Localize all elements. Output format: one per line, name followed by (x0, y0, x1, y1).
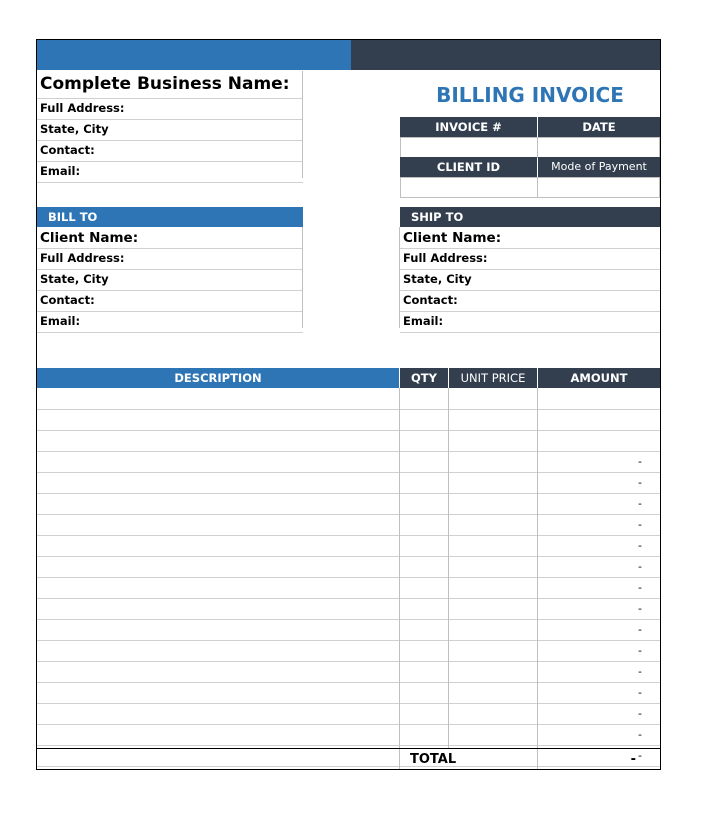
top-band-dark (351, 40, 660, 70)
bill-to-block (37, 228, 303, 333)
table-row[interactable] (37, 704, 660, 725)
date-field[interactable] (537, 137, 660, 158)
amount-column-header: AMOUNT (538, 368, 660, 388)
table-row[interactable] (37, 725, 660, 746)
item-description-cell[interactable] (37, 725, 399, 744)
table-row[interactable] (37, 578, 660, 599)
item-description-cell[interactable] (37, 641, 399, 660)
total-row-top-border (37, 748, 660, 749)
item-description-cell[interactable] (37, 578, 399, 597)
item-description-cell[interactable] (37, 683, 399, 702)
invoice-number-header: INVOICE # (400, 117, 537, 137)
item-qty-cell[interactable] (400, 599, 448, 618)
items-table-body (37, 389, 660, 767)
table-row[interactable] (37, 662, 660, 683)
ship-to-block (400, 228, 660, 333)
bill-to-email-label[interactable]: Email: (37, 312, 303, 333)
table-row[interactable] (37, 620, 660, 641)
item-amount-cell: - (638, 476, 642, 489)
ship-to-email-label[interactable]: Email: (400, 312, 660, 333)
item-amount-cell: - (638, 560, 642, 573)
item-unit-price-cell[interactable] (449, 389, 537, 408)
item-description-cell[interactable] (37, 494, 399, 513)
item-qty-cell[interactable] (400, 557, 448, 576)
qty-column-divider (399, 388, 400, 769)
item-unit-price-cell[interactable] (449, 641, 537, 660)
unit-price-column-header: UNIT PRICE (449, 368, 537, 388)
business-email-label[interactable]: Email: (37, 162, 303, 183)
item-amount-cell (538, 431, 660, 450)
table-row[interactable] (37, 536, 660, 557)
business-name-label[interactable]: Complete Business Name: (37, 71, 303, 99)
amount-column-divider (537, 388, 538, 769)
item-qty-cell[interactable] (400, 431, 448, 450)
total-label: TOTAL (410, 752, 457, 767)
item-unit-price-cell[interactable] (449, 662, 537, 681)
item-unit-price-cell[interactable] (449, 557, 537, 576)
item-unit-price-cell[interactable] (449, 452, 537, 471)
table-row[interactable] (37, 473, 660, 494)
ship-to-client-name-label[interactable]: Client Name: (400, 228, 660, 249)
item-amount-cell: - (638, 581, 642, 594)
ship-to-address-label[interactable]: Full Address: (400, 249, 660, 270)
item-unit-price-cell[interactable] (449, 683, 537, 702)
item-amount-cell: - (638, 497, 642, 510)
unit-price-column-divider (448, 388, 449, 748)
ship-to-contact-label[interactable]: Contact: (400, 291, 660, 312)
table-row[interactable] (37, 515, 660, 536)
table-row[interactable] (37, 494, 660, 515)
item-unit-price-cell[interactable] (449, 620, 537, 639)
table-row[interactable] (37, 431, 660, 452)
item-description-cell[interactable] (37, 599, 399, 618)
item-amount-cell: - (638, 623, 642, 636)
item-unit-price-cell[interactable] (449, 494, 537, 513)
table-row[interactable] (37, 410, 660, 431)
item-qty-cell[interactable] (400, 704, 448, 723)
description-column-header: DESCRIPTION (37, 368, 399, 388)
total-value: - (630, 752, 636, 767)
table-row[interactable] (37, 389, 660, 410)
item-unit-price-cell[interactable] (449, 536, 537, 555)
item-description-cell[interactable] (37, 704, 399, 723)
item-qty-cell[interactable] (400, 410, 448, 429)
item-description-cell[interactable] (37, 389, 399, 408)
date-header: DATE (538, 117, 660, 137)
item-amount-cell: - (638, 728, 642, 741)
client-id-field[interactable] (400, 177, 538, 198)
table-row[interactable] (37, 452, 660, 473)
item-description-cell[interactable] (37, 410, 399, 429)
item-description-cell[interactable] (37, 473, 399, 492)
item-description-cell[interactable] (37, 515, 399, 534)
item-unit-price-cell[interactable] (449, 431, 537, 450)
item-qty-cell[interactable] (400, 578, 448, 597)
table-row[interactable] (37, 599, 660, 620)
item-amount-cell: - (638, 644, 642, 657)
top-band-blue (37, 40, 351, 70)
item-amount-cell: - (638, 518, 642, 531)
item-unit-price-cell[interactable] (449, 599, 537, 618)
bill-to-right-border (302, 227, 303, 328)
item-amount-cell: - (638, 749, 642, 762)
table-row[interactable] (37, 683, 660, 704)
item-amount-cell: - (638, 665, 642, 678)
item-qty-cell[interactable] (400, 494, 448, 513)
item-unit-price-cell[interactable] (449, 410, 537, 429)
item-description-cell[interactable] (37, 620, 399, 639)
bill-to-state-city-label[interactable]: State, City (37, 270, 303, 291)
business-block-right-border (302, 71, 303, 178)
table-row[interactable] (37, 557, 660, 578)
item-qty-cell[interactable] (400, 389, 448, 408)
item-unit-price-cell[interactable] (449, 704, 537, 723)
client-id-header: CLIENT ID (400, 157, 537, 177)
payment-mode-field[interactable] (537, 177, 660, 198)
item-qty-cell[interactable] (400, 452, 448, 471)
item-amount-cell: - (638, 602, 642, 615)
business-address-label[interactable]: Full Address: (37, 99, 303, 120)
ship-to-left-border (399, 227, 400, 328)
item-qty-cell[interactable] (400, 536, 448, 555)
table-row[interactable] (37, 641, 660, 662)
qty-column-header: QTY (400, 368, 448, 388)
item-qty-cell[interactable] (400, 473, 448, 492)
item-qty-cell[interactable] (400, 662, 448, 681)
item-amount-cell: - (638, 686, 642, 699)
business-state-city-label[interactable]: State, City (37, 120, 303, 141)
bill-to-contact-label[interactable]: Contact: (37, 291, 303, 312)
item-description-cell[interactable] (37, 452, 399, 471)
invoice-title: BILLING INVOICE (436, 83, 624, 107)
item-unit-price-cell[interactable] (449, 725, 537, 744)
item-amount-cell: - (638, 707, 642, 720)
ship-to-state-city-label[interactable]: State, City (400, 270, 660, 291)
business-block (37, 71, 303, 183)
item-qty-cell[interactable] (400, 725, 448, 744)
item-qty-cell[interactable] (400, 620, 448, 639)
payment-mode-header: Mode of Payment (538, 157, 660, 177)
item-qty-cell[interactable] (400, 515, 448, 534)
item-unit-price-cell[interactable] (449, 473, 537, 492)
item-description-cell[interactable] (37, 557, 399, 576)
ship-to-header: SHIP TO (400, 207, 660, 227)
item-amount-cell (538, 410, 660, 429)
item-description-cell[interactable] (37, 536, 399, 555)
item-amount-cell (538, 389, 660, 408)
invoice-number-field[interactable] (400, 137, 538, 158)
item-amount-cell: - (638, 539, 642, 552)
bill-to-address-label[interactable]: Full Address: (37, 249, 303, 270)
bill-to-header: BILL TO (37, 207, 303, 227)
item-amount-cell: - (638, 455, 642, 468)
item-description-cell[interactable] (37, 662, 399, 681)
item-unit-price-cell[interactable] (449, 578, 537, 597)
item-qty-cell[interactable] (400, 683, 448, 702)
item-qty-cell[interactable] (400, 641, 448, 660)
item-description-cell[interactable] (37, 431, 399, 450)
bill-to-client-name-label[interactable]: Client Name: (37, 228, 303, 249)
item-unit-price-cell[interactable] (449, 515, 537, 534)
business-contact-label[interactable]: Contact: (37, 141, 303, 162)
